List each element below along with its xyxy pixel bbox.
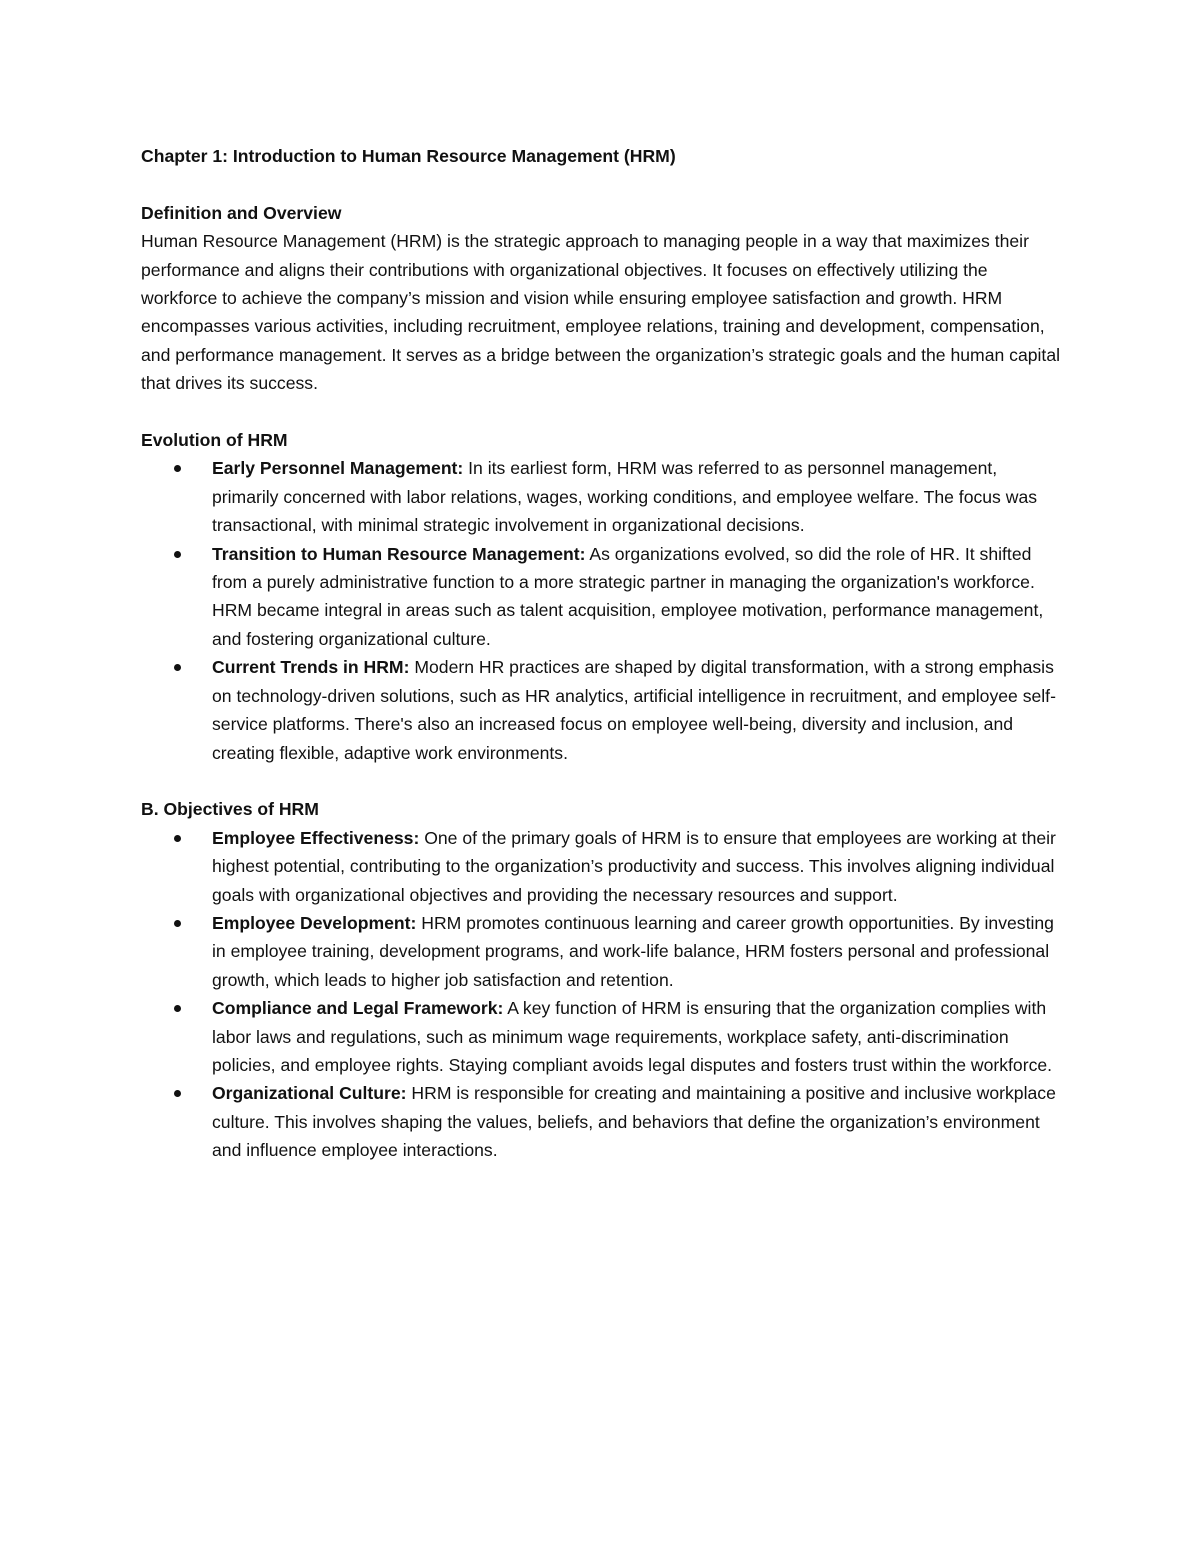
list-item bbox=[141, 909, 1061, 994]
bullet-icon bbox=[174, 551, 181, 558]
bullet-icon bbox=[174, 465, 181, 472]
bullet-icon bbox=[174, 920, 181, 927]
item-term: Early Personnel Management: bbox=[212, 458, 464, 479]
definition-paragraph: Human Resource Management (HRM) is the strategic approach to managing people in a way that maximizes their performance and aligns their contributions with organizational objectives. It focuses on effectively utilizing the workforce to achieve the company’s mission and vision while ensuring employee satisfaction and growth. HRM encompasses various activities, including recruitment, employee relations, training and development, compensation, and performance management. It serves as a bridge between the organization’s strategic goals and the human capital that drives its success. bbox=[141, 231, 1061, 394]
item-term: Organizational Culture: bbox=[212, 1083, 407, 1104]
item-term: Transition to Human Resource Management: bbox=[212, 543, 586, 564]
bullet-icon bbox=[174, 1090, 181, 1097]
item-term: Employee Effectiveness: bbox=[212, 827, 420, 848]
list-item bbox=[141, 653, 1061, 767]
item-text: HRM promotes continuous learning and career growth opportunities. By investing in employee training, development programs, and work-life balance, HRM fosters personal and professional growth, which leads to higher job satisfaction and retention. bbox=[212, 912, 1054, 990]
section-heading-objectives: B. Objectives of HRM bbox=[141, 799, 319, 820]
document-body bbox=[141, 142, 1061, 1165]
bullet-icon bbox=[174, 835, 181, 842]
list-item bbox=[141, 454, 1061, 539]
list-item bbox=[141, 540, 1061, 654]
item-term: Compliance and Legal Framework: bbox=[212, 998, 504, 1019]
chapter-title: Chapter 1: Introduction to Human Resource Management (HRM) bbox=[141, 146, 676, 166]
section-heading-evolution: Evolution of HRM bbox=[141, 430, 288, 451]
item-term: Current Trends in HRM: bbox=[212, 657, 410, 678]
item-term: Employee Development: bbox=[212, 912, 417, 933]
bullet-icon bbox=[174, 664, 181, 671]
item-text: HRM is responsible for creating and maintaining a positive and inclusive workplace culture. This involves shaping the values, beliefs, and behaviors that define the organization’s environment and influence employee interactions. bbox=[212, 1083, 1056, 1161]
section-heading-definition: Definition and Overview bbox=[141, 202, 342, 223]
list-item bbox=[141, 1079, 1061, 1164]
item-text: As organizations evolved, so did the role of HR. It shifted from a purely administrative function to a more strategic partner in managing the organization's workforce. HRM became integral in areas such as talent acquisition, employee motivation, performance management, and fostering organizational culture. bbox=[212, 543, 1044, 649]
bullet-icon bbox=[174, 1005, 181, 1012]
item-text: One of the primary goals of HRM is to ensure that employees are working at their highest potential, contributing to the organization’s productivity and success. This involves aligning individual goals with organizational objectives and providing the necessary resources and support. bbox=[212, 827, 1056, 905]
item-text: In its earliest form, HRM was referred to as personnel management, primarily concerned with labor relations, wages, working conditions, and employee welfare. The focus was transactional, with minimal strategic involvement in organizational decisions. bbox=[212, 458, 1038, 536]
list-item bbox=[141, 824, 1061, 909]
item-text: A key function of HRM is ensuring that the organization complies with labor laws and regulations, such as minimum wage requirements, workplace safety, anti-discrimination policies, and employee rights. Staying compliant avoids legal disputes and fosters trust within the workforce. bbox=[212, 998, 1053, 1075]
blank-line bbox=[141, 170, 1061, 198]
objectives-list bbox=[141, 824, 1061, 1165]
evolution-list bbox=[141, 454, 1061, 766]
list-item bbox=[141, 994, 1061, 1079]
item-text: Modern HR practices are shaped by digital transformation, with a strong emphasis on technology-driven solutions, such as HR analytics, artificial intelligence in recruitment, and employee self-service platforms. There's also an increased focus on employee well-being, diversity and inclusion, and creating flexible, adaptive work environments. bbox=[212, 657, 1056, 763]
blank-line bbox=[141, 767, 1061, 795]
blank-line bbox=[141, 398, 1061, 426]
